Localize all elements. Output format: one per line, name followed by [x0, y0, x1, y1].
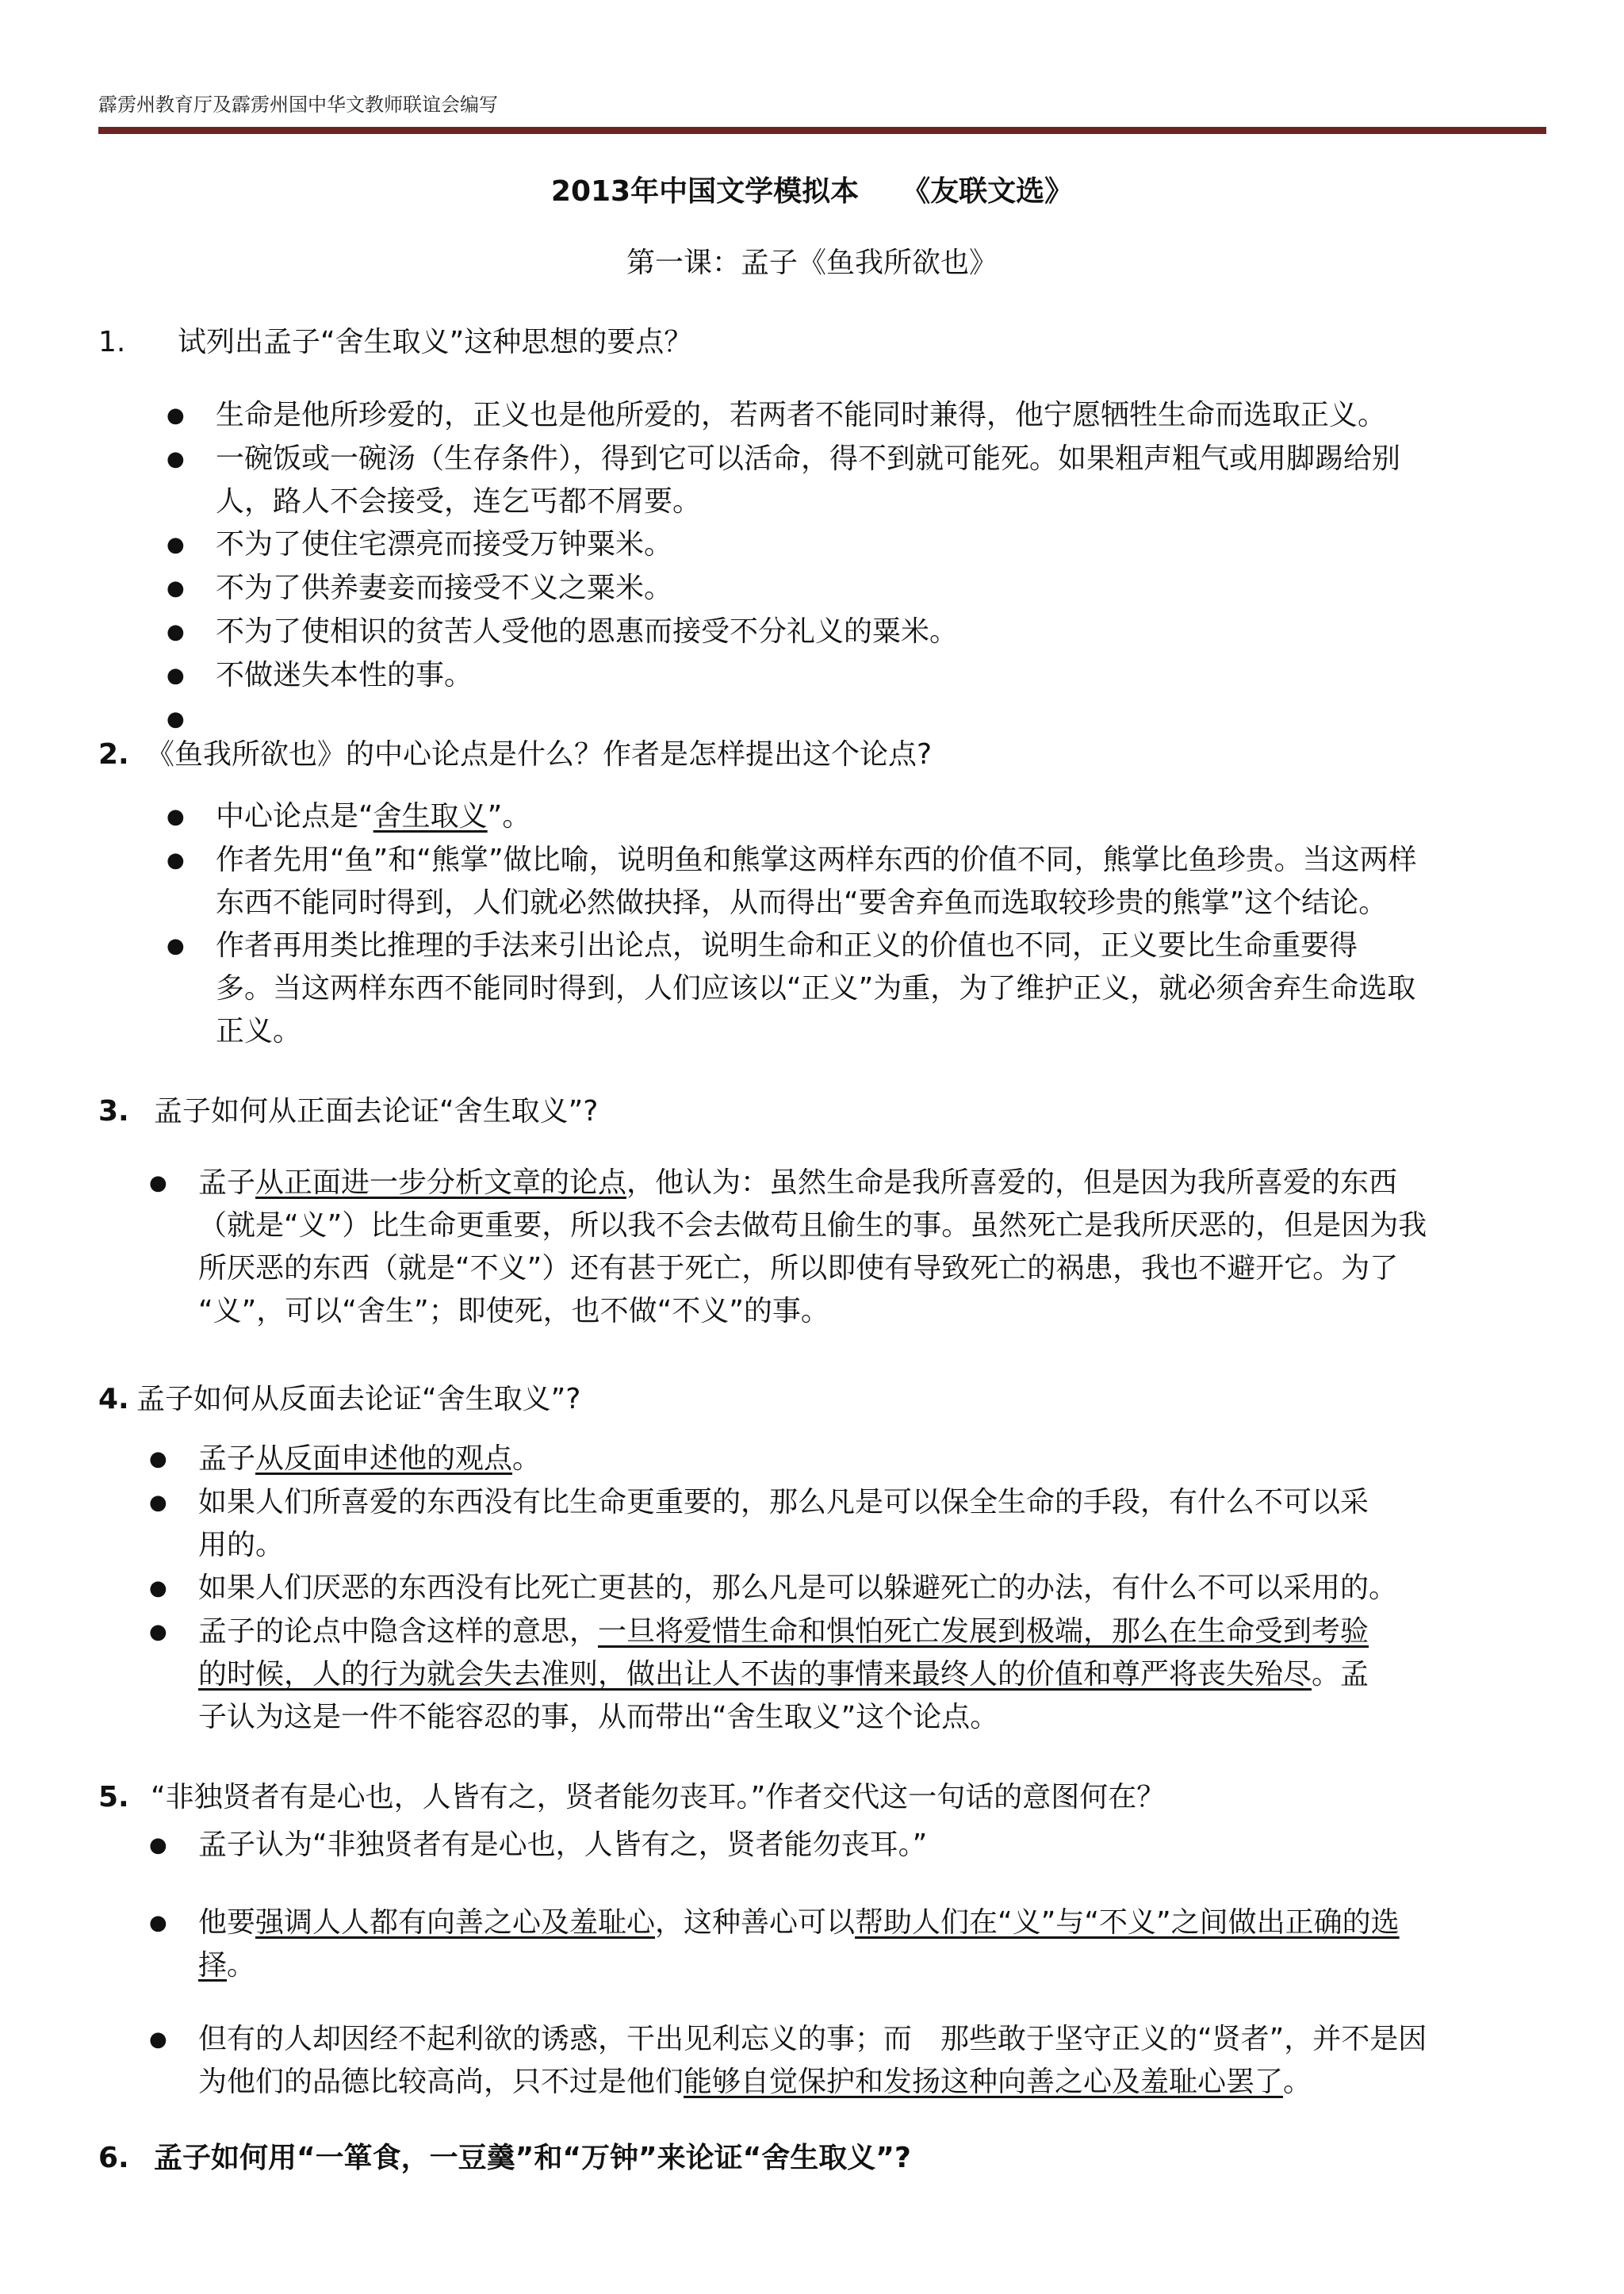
bullet-icon: ● [149, 2028, 167, 2051]
question-number: 3. [98, 1095, 129, 1128]
underlined-phrase: 帮助人们在“义”与“不义”之间做出正确的选 [855, 1906, 1400, 1939]
bullet-icon: ● [167, 848, 185, 872]
q3-list-item: ● 孟子从正面进一步分析文章的论点，他认为：虽然生命是我所喜爱的，但是因为我所喜爱的东西 （就是“义”）比生命更重要，所以我不会去做苟且偷生的事。虽然死亡是我所厌恶的，但是因为我 所厌恶的东西（就是“不义”）还有甚于死亡，所以即使有导致死亡的祸患，我也不避开它。为了 “义”，可以“舍生”；即使死，也不做“不义”的事。 [198, 1162, 1427, 1333]
q1-list-item: ● 生命是他所珍爱的，正义也是他所爱的，若两者不能同时兼得，他宁愿牺牲生命而选取正义。 [216, 394, 1386, 437]
underlined-phrase: 从反面申述他的观点 [255, 1442, 513, 1475]
q1-list-item: ● 不为了供养妻妾而接受不义之粟米。 [216, 567, 672, 610]
question-number: 1. [98, 326, 126, 358]
bullet-icon: ● [167, 805, 185, 829]
document-title: 2013年中国文学模拟本 《友联文选》 [550, 175, 1074, 208]
bullet-icon: ● [149, 1491, 167, 1515]
underlined-phrase: 能够自觉保护和发扬这种向善之心及羞耻心罢了 [684, 2066, 1284, 2098]
bullet-icon: ● [167, 404, 185, 427]
bullet-icon: ● [149, 1447, 167, 1471]
question-number: 2. [98, 738, 129, 771]
question-number: 6. [98, 2142, 129, 2174]
bullet-icon: ● [167, 533, 185, 557]
document-header: 霹雳州教育厅及霹雳州国中华文教师联谊会编写 [98, 94, 498, 116]
q1-list-item: ● 不做迷失本性的事。 [216, 654, 473, 697]
q4-list-item: ● 如果人们厌恶的东西没有比死亡更甚的，那么凡是可以躲避死亡的办法，有什么不可以采用的。 [198, 1567, 1397, 1610]
q1-list-item: ● 不为了使住宅漂亮而接受万钟粟米。 [216, 523, 672, 566]
bullet-icon: ● [167, 707, 185, 731]
underlined-phrase: 强调人人都有向善之心及羞耻心 [255, 1906, 656, 1939]
question-text: 孟子如何从反面去论证“舍生取义”? [136, 1383, 581, 1415]
lesson-title: 第一课：孟子《鱼我所欲也》 [626, 247, 998, 279]
question-text: “非独贤者有是心也，人皆有之，贤者能勿丧耳。”作者交代这一句话的意图何在？ [151, 1781, 1166, 1813]
q1-list-item: ● 不为了使相识的贫苦人受他的恩惠而接受不分礼义的粟米。 [216, 611, 958, 653]
bullet-icon: ● [167, 934, 185, 958]
q5-list-item: ● 孟子认为“非独贤者有是心也，人皆有之，贤者能勿丧耳。” [198, 1824, 927, 1867]
header-divider [98, 127, 1546, 134]
underlined-phrase: 舍生取义 [373, 800, 488, 833]
question-text: 孟子如何用“一箪食，一豆羹”和“万钟”来论证“舍生取义”? [154, 2142, 911, 2174]
underlined-phrase: 的时候，人的行为就会失去准则，做出让人不齿的事情来 [198, 1658, 913, 1691]
bullet-icon: ● [167, 664, 185, 687]
q2-list-item: ● 作者再用类比推理的手法来引出论点，说明生命和正义的价值也不同，正义要比生命重要得 多。当这两样东西不能同时得到，人们应该以“正义”为重，为了维护正义，就必须舍弃生命选取 正义。 [216, 925, 1415, 1053]
question-text: 孟子如何从正面去论证“舍生取义”? [154, 1095, 599, 1128]
q2-list-item: ● 中心论点是“舍生取义”。 [216, 795, 530, 838]
q4-list-item: ● 孟子的论点中隐含这样的意思，一旦将爱惜生命和惧怕死亡发展到极端，那么在生命受到考验 的时候，人的行为就会失去准则，做出让人不齿的事情来最终人的价值和尊严将丧失殆尽。孟 子认为这是一件不能容忍的事，从而带出“舍生取义”这个论点。 [198, 1610, 1369, 1739]
q5-list-item: ● 但有的人却因经不起利欲的诱惑，干出见利忘义的事；而 那些敢于坚守正义的“贤者”，并不是因 为他们的品德比较高尚，只不过是他们能够自觉保护和发扬这种向善之心及羞耻心罢了。 [198, 2018, 1427, 2104]
question-text: 《鱼我所欲也》的中心论点是什么？作者是怎样提出这个论点? [146, 738, 933, 771]
bullet-icon: ● [149, 1911, 167, 1935]
bullet-icon: ● [149, 1171, 167, 1195]
underlined-phrase: 最终人的价值和尊严将丧失殆尽 [912, 1658, 1312, 1691]
bullet-icon: ● [167, 620, 185, 644]
bullet-icon: ● [149, 1833, 167, 1857]
question-3 [98, 1094, 598, 1128]
q2-list-item: ● 作者先用“鱼”和“熊掌”做比喻，说明鱼和熊掌这两样东西的价值不同，熊掌比鱼珍贵。当这两样 东西不能同时得到，人们就必然做抉择，从而得出“要舍弃鱼而选取较珍贵的熊掌”这个结论。 [216, 839, 1417, 925]
underlined-phrase: 一旦将爱惜生命和惧怕死亡发展到极端，那么在生命受到考验 [598, 1615, 1369, 1648]
question-number: 5. [98, 1781, 129, 1813]
question-6 [98, 2141, 911, 2175]
bullet-icon: ● [149, 1620, 167, 1644]
q5-list-item: ● 他要强调人人都有向善之心及羞耻心，这种善心可以帮助人们在“义”与“不义”之间做出正确的选 择。 [198, 1901, 1400, 1987]
bullet-icon: ● [167, 447, 185, 471]
q4-list-item: ● 孟子从反面申述他的观点。 [198, 1438, 541, 1480]
underlined-phrase: 从正面进一步分析文章的论点 [255, 1166, 627, 1199]
question-text: 试列出孟子“舍生取义”这种思想的要点？ [178, 326, 693, 358]
bullet-icon: ● [167, 576, 185, 600]
question-2 [98, 737, 932, 772]
question-4 [98, 1382, 580, 1416]
bullet-icon: ● [149, 1576, 167, 1600]
q4-list-item: ● 如果人们所喜爱的东西没有比生命更重要的，那么凡是可以保全生命的手段，有什么不可以采 用的。 [198, 1481, 1369, 1567]
question-1 [98, 325, 692, 359]
question-number: 4. [98, 1383, 129, 1415]
underlined-phrase: 择 [198, 1949, 228, 1982]
question-5 [98, 1780, 1165, 1814]
q1-list-item: ● 一碗饭或一碗汤（生存条件），得到它可以活命，得不到就可能死。如果粗声粗气或用脚踢给别 人，路人不会接受，连乞丐都不屑要。 [216, 438, 1400, 523]
